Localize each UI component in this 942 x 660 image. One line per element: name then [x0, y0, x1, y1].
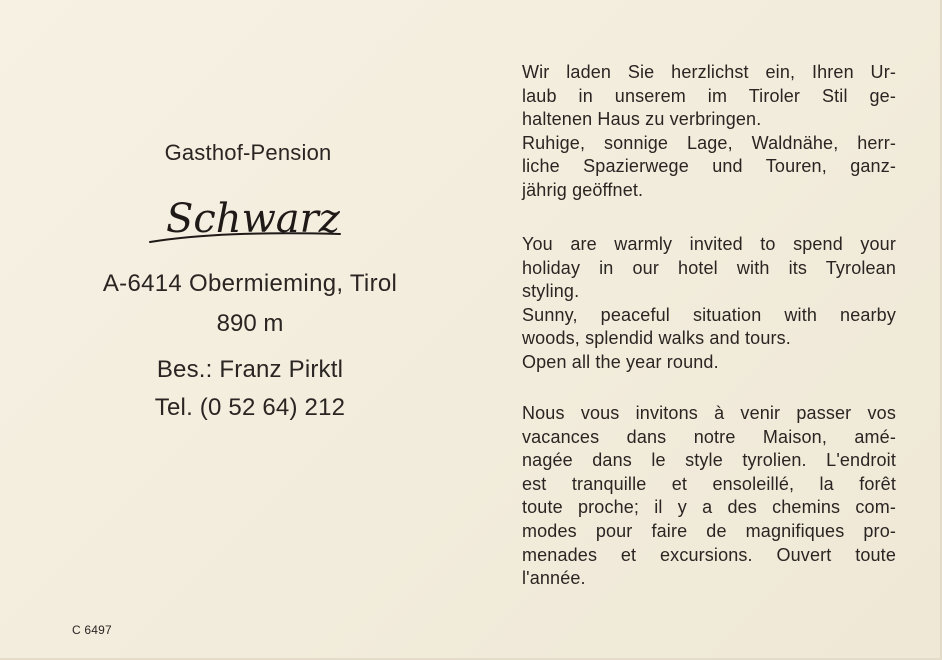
- english-paragraph-1: [522, 233, 896, 304]
- text-line: liche Spazierwege und Touren, ganz-: [522, 156, 896, 177]
- text-line: l'année.: [522, 568, 586, 589]
- address: A-6414 Obermieming, Tirol: [102, 270, 398, 297]
- pension-type: Gasthof-Pension: [164, 140, 332, 165]
- text-line: modes pour faire de magnifiques pro-: [522, 520, 896, 541]
- french-paragraph: [522, 402, 896, 591]
- logo-wordmark: Schwarz: [166, 196, 340, 242]
- french-text-block: [522, 402, 896, 591]
- text-line: Sunny, peaceful situation with nearby: [522, 304, 896, 325]
- phone-number: Tel. (0 52 64) 212: [154, 394, 346, 421]
- text-line: haltenen Haus zu verbringen.: [522, 109, 762, 130]
- reference-code: C 6497: [72, 623, 112, 637]
- owner: Bes.: Franz Pirktl: [156, 356, 344, 383]
- altitude: 890 m: [216, 310, 284, 337]
- english-paragraph-2: [522, 304, 896, 375]
- schwarz-script-logo: [140, 188, 360, 258]
- text-line: woods, splendid walks and tours.: [522, 328, 791, 349]
- text-line: You are warmly invited to spend your: [522, 234, 896, 254]
- text-line: holiday in our hotel with its Tyrolean: [522, 257, 896, 278]
- text-line: Nous vous invitons à venir passer vos: [522, 403, 896, 423]
- text-line: Ruhige, sonnige Lage, Waldnähe, herr-: [522, 132, 896, 153]
- text-line: jährig geöffnet.: [522, 179, 644, 200]
- german-paragraph-2: [522, 132, 896, 203]
- text-line: styling.: [522, 281, 580, 302]
- english-text-block: [522, 233, 896, 375]
- text-line: menades et excursions. Ouvert toute: [522, 544, 896, 565]
- german-paragraph-1: [522, 61, 896, 132]
- text-line: Wir laden Sie herzlichst ein, Ihren Ur-: [522, 62, 896, 82]
- text-line: vacances dans notre Maison, amé-: [522, 426, 896, 447]
- text-line: toute proche; il y a des chemins com-: [522, 497, 896, 518]
- text-line: laub in unserem im Tiroler Stil ge-: [522, 85, 896, 106]
- text-line: Open all the year round.: [522, 351, 719, 372]
- text-line: est tranquille et ensoleillé, la forêt: [522, 473, 896, 494]
- german-text-block: [522, 61, 896, 203]
- text-line: nagée dans le style tyrolien. L'endroit: [522, 450, 896, 471]
